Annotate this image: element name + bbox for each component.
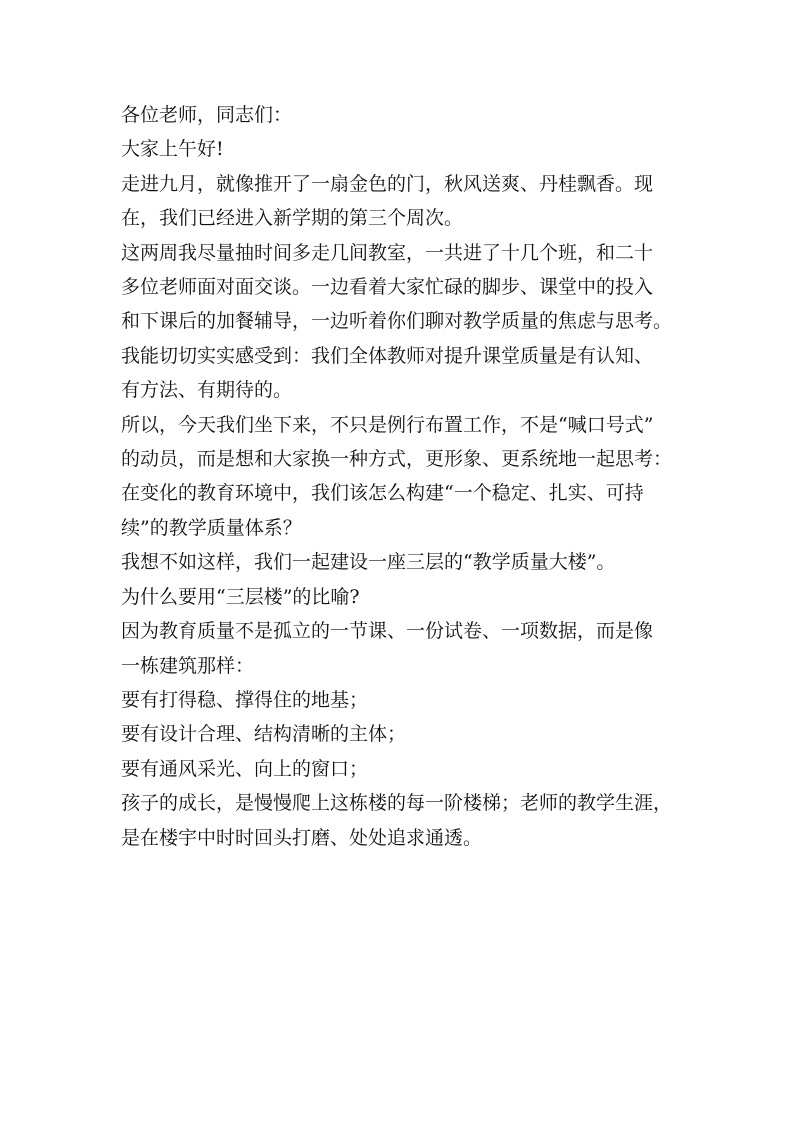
text-line: 这两周我尽量抽时间多走几间教室，一共进了十几个班，和二十 bbox=[121, 241, 654, 264]
text-line: 孩子的成长，是慢慢爬上这栋楼的每一阶楼梯；老师的教学生涯， bbox=[121, 792, 673, 815]
greeting-line: 大家上午好! bbox=[121, 138, 224, 161]
text-line: 续”的教学质量体系？ bbox=[121, 516, 302, 539]
text-line: 走进九月，就像推开了一扇金色的门，秋风送爽、丹桂飘香。现 bbox=[121, 172, 654, 195]
speech-body bbox=[121, 98, 683, 855]
text-line: 要有通风采光、向上的窗口； bbox=[121, 757, 369, 780]
text-line: 有方法、有期待的。 bbox=[121, 379, 293, 402]
text-line: 要有打得稳、撑得住的地基； bbox=[121, 688, 369, 711]
text-line: 在，我们已经进入新学期的第三个周次。 bbox=[121, 207, 464, 230]
text-line: 一栋建筑那样： bbox=[121, 654, 255, 677]
salutation-line: 各位老师，同志们： bbox=[121, 104, 293, 126]
text-line: 的动员，而是想和大家换一种方式，更形象、更系统地一起思考： bbox=[121, 448, 673, 471]
text-line: 为什么要用“三层楼”的比喻? bbox=[121, 585, 360, 608]
text-line: 我能切切实实感受到：我们全体教师对提升课堂质量是有认知、 bbox=[121, 344, 654, 367]
text-line: 因为教育质量不是孤立的一节课、一份试卷、一项数据，而是像 bbox=[121, 620, 654, 643]
text-line: 要有设计合理、结构清晰的主体； bbox=[121, 723, 407, 746]
text-line: 是在楼宇中时时回头打磨、处处追求通透。 bbox=[121, 826, 483, 849]
text-line: 和下课后的加餐辅导，一边听着你们聊对教学质量的焦虑与思考。 bbox=[121, 310, 673, 333]
text-line: 在变化的教育环境中，我们该怎么构建“一个稳定、扎实、可持 bbox=[121, 482, 644, 505]
text-line: 多位老师面对面交谈。一边看着大家忙碌的脚步、课堂中的投入 bbox=[121, 276, 654, 299]
text-line: 所以，今天我们坐下来，不只是例行布置工作，不是“喊口号式” bbox=[121, 413, 654, 436]
text-line: 我想不如这样，我们一起建设一座三层的“教学质量大楼”。 bbox=[121, 551, 616, 574]
